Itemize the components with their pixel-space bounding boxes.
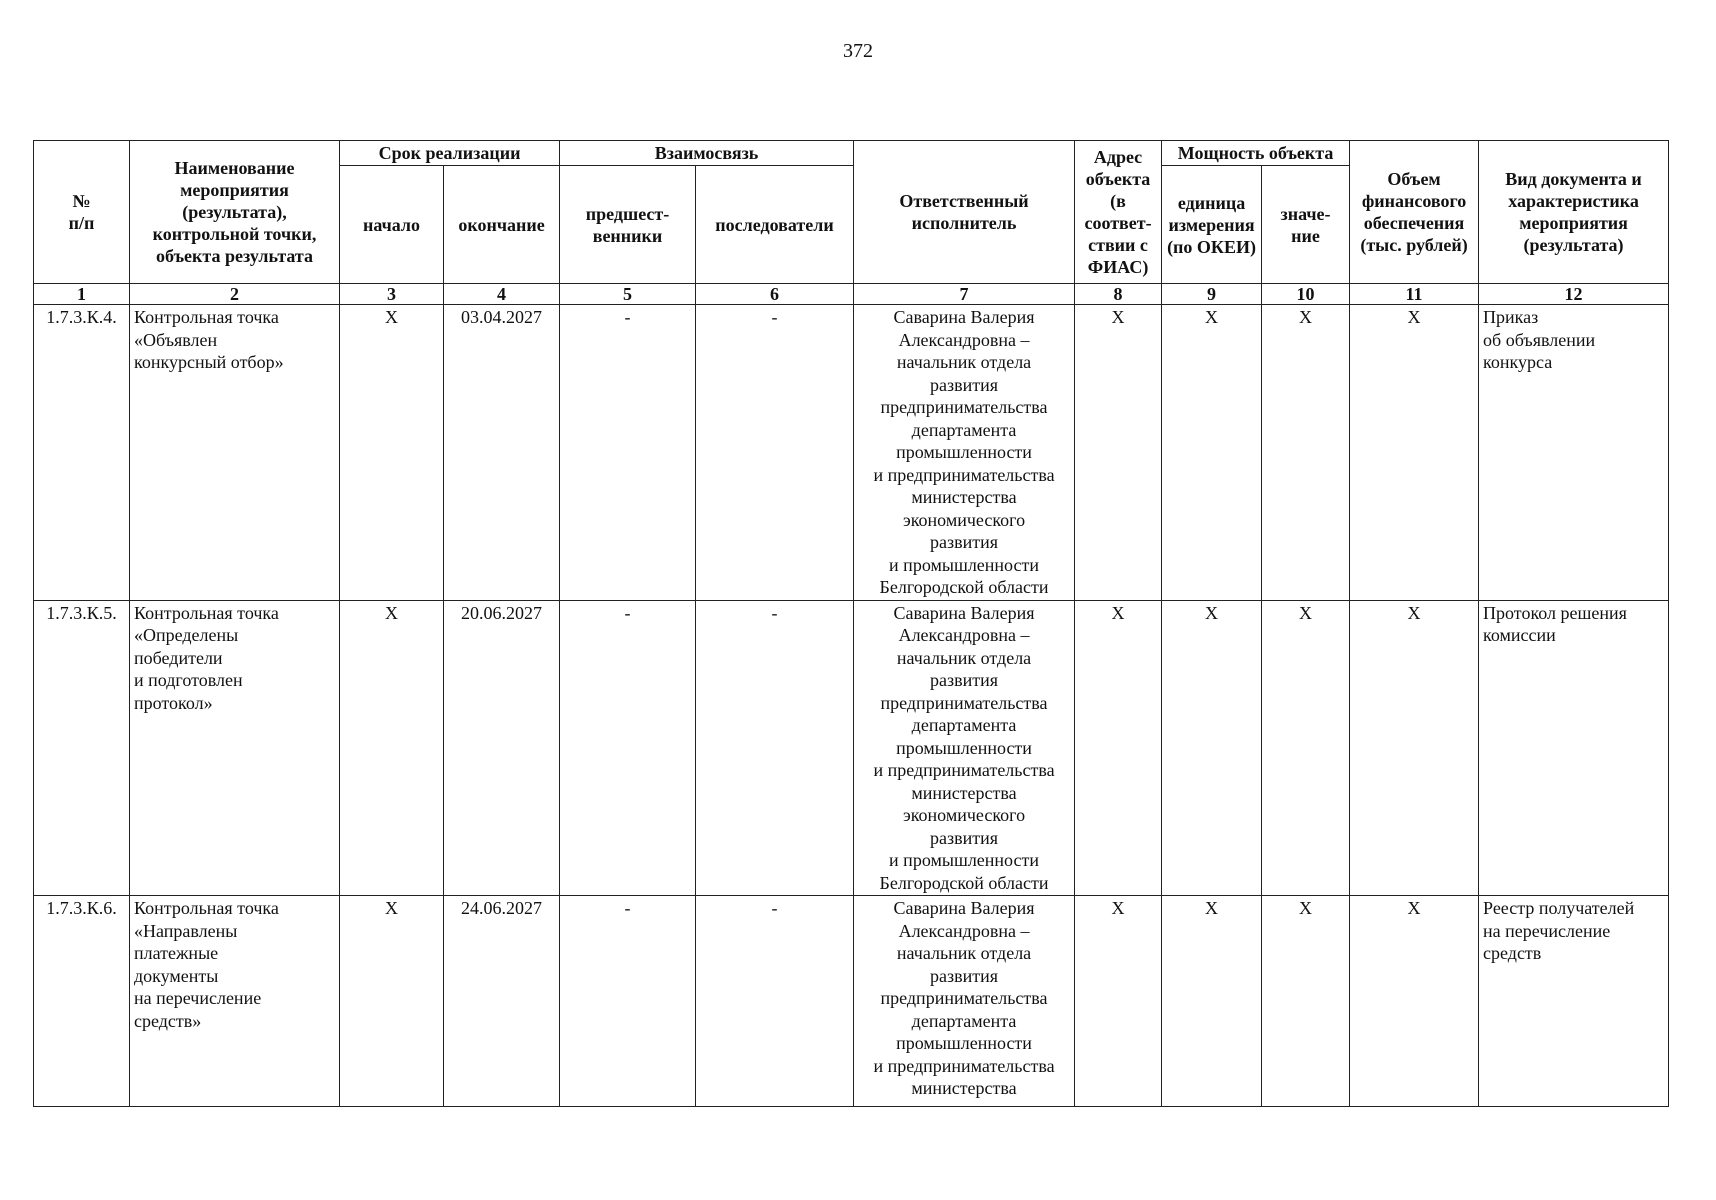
column-number: 4: [444, 284, 560, 305]
column-number: 1: [34, 284, 130, 305]
row-number: 1.7.3.К.5.: [34, 600, 130, 896]
row-end: 20.06.2027: [444, 600, 560, 896]
column-number: 9: [1162, 284, 1262, 305]
row-address: X: [1075, 600, 1162, 896]
row-address: X: [1075, 896, 1162, 1107]
row-successors: -: [696, 600, 854, 896]
header-capacity-group: Мощность объекта: [1162, 141, 1350, 166]
row-name: Контрольная точка «Направлены платежные документы на перечисление средств»: [130, 896, 340, 1107]
column-number: 3: [340, 284, 444, 305]
row-predecessors: -: [560, 600, 696, 896]
row-doc: Протокол решения комиссии: [1479, 600, 1669, 896]
row-predecessors: -: [560, 305, 696, 601]
header-capacity-unit: единица измерения (по ОКЕИ): [1162, 166, 1262, 284]
header-finance: Объем финансового обеспечения (тыс. рублей): [1350, 141, 1479, 284]
row-end: 03.04.2027: [444, 305, 560, 601]
header-link-pred: предшест- венники: [560, 166, 696, 284]
row-address: X: [1075, 305, 1162, 601]
header-link-group: Взаимосвязь: [560, 141, 854, 166]
row-responsible: Саварина Валерия Александровна – начальник отдела развития предпринимательства департамента промышленности и предпринимательства министерства: [854, 896, 1075, 1107]
header-term-start: начало: [340, 166, 444, 284]
row-name: Контрольная точка «Объявлен конкурсный отбор»: [130, 305, 340, 601]
row-unit: X: [1162, 896, 1262, 1107]
row-number: 1.7.3.К.6.: [34, 896, 130, 1107]
row-finance: X: [1350, 896, 1479, 1107]
row-unit: X: [1162, 305, 1262, 601]
header-link-next: последователи: [696, 166, 854, 284]
row-value: X: [1262, 305, 1350, 601]
activity-plan-table: [33, 140, 1669, 1107]
header-responsible: Ответственный исполнитель: [854, 141, 1075, 284]
column-number: 7: [854, 284, 1075, 305]
row-responsible: Саварина Валерия Александровна – начальник отдела развития предпринимательства департамента промышленности и предпринимательства министерства экономического развития и промышленности Белгородской области: [854, 305, 1075, 601]
row-start: X: [340, 896, 444, 1107]
row-start: X: [340, 305, 444, 601]
table-row: [34, 305, 1669, 601]
row-successors: -: [696, 305, 854, 601]
page-number: 372: [843, 40, 873, 62]
header-term-end: окончание: [444, 166, 560, 284]
row-unit: X: [1162, 600, 1262, 896]
row-end: 24.06.2027: [444, 896, 560, 1107]
header-capacity-value: значе- ние: [1262, 166, 1350, 284]
column-number: 12: [1479, 284, 1669, 305]
row-successors: -: [696, 896, 854, 1107]
row-number: 1.7.3.К.4.: [34, 305, 130, 601]
header-name: Наименование мероприятия (результата), контрольной точки, объекта результата: [130, 141, 340, 284]
row-value: X: [1262, 600, 1350, 896]
row-value: X: [1262, 896, 1350, 1107]
row-finance: X: [1350, 305, 1479, 601]
header-num: № п/п: [34, 141, 130, 284]
row-responsible: Саварина Валерия Александровна – начальник отдела развития предпринимательства департамента промышленности и предпринимательства министерства экономического развития и промышленности Белгородской области: [854, 600, 1075, 896]
table-row: [34, 896, 1669, 1107]
column-number: 2: [130, 284, 340, 305]
column-number: 5: [560, 284, 696, 305]
row-name: Контрольная точка «Определены победители и подготовлен протокол»: [130, 600, 340, 896]
column-number: 11: [1350, 284, 1479, 305]
row-doc: Приказ об объявлении конкурса: [1479, 305, 1669, 601]
row-doc: Реестр получателей на перечисление средств: [1479, 896, 1669, 1107]
header-term-group: Срок реализации: [340, 141, 560, 166]
column-number: 10: [1262, 284, 1350, 305]
row-finance: X: [1350, 600, 1479, 896]
row-start: X: [340, 600, 444, 896]
header-doc-type: Вид документа и характеристика мероприятия (результата): [1479, 141, 1669, 284]
header-address: Адрес объекта (в соответ-ствии с ФИАС): [1075, 141, 1162, 284]
column-number: 8: [1075, 284, 1162, 305]
column-number: 6: [696, 284, 854, 305]
row-predecessors: -: [560, 896, 696, 1107]
table-row: [34, 600, 1669, 896]
